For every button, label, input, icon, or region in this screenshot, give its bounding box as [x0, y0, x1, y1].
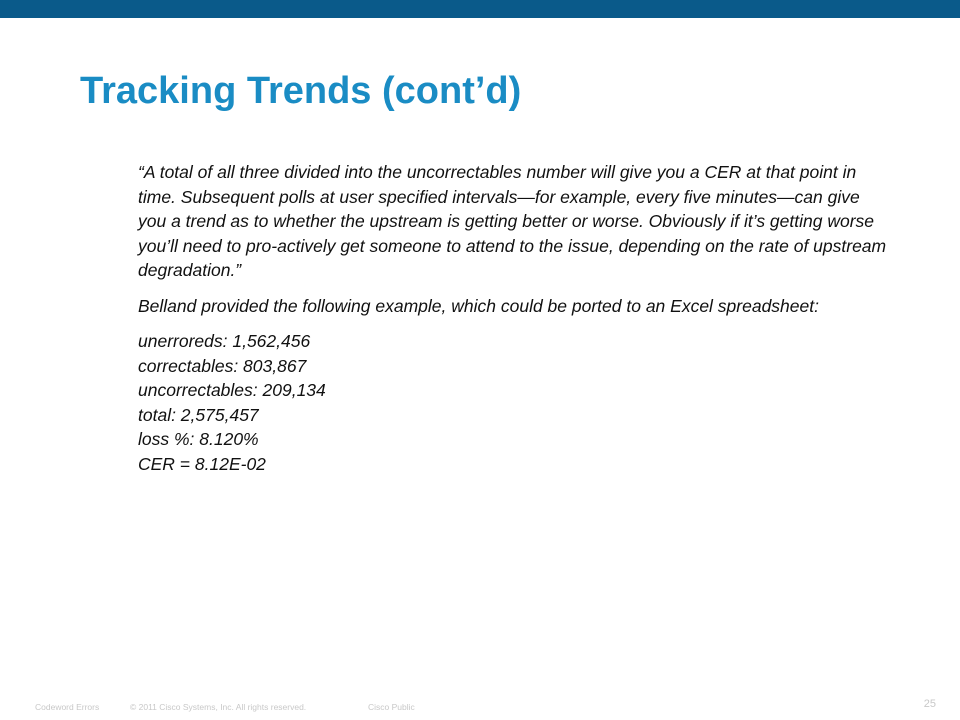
footer-copyright: © 2011 Cisco Systems, Inc. All rights reserved. — [130, 702, 307, 712]
page-number: 25 — [923, 698, 936, 710]
stat-line: loss %: 8.120% — [138, 429, 259, 449]
slide-title: Tracking Trends (cont’d) — [80, 70, 522, 112]
footer-classification: Cisco Public — [368, 702, 415, 712]
stat-line: unerroreds: 1,562,456 — [138, 331, 311, 351]
slide-body — [138, 160, 890, 476]
intro-paragraph: Belland provided the following example, which could be ported to an Excel spreadsheet: — [138, 295, 819, 316]
stats-list — [138, 329, 890, 476]
slide-footer — [0, 702, 960, 716]
stat-line: CER = 8.12E-02 — [138, 453, 266, 474]
stat-line: uncorrectables: 209,134 — [138, 380, 326, 400]
stat-line: total: 2,575,457 — [138, 404, 259, 425]
stat-line: correctables: 803,867 — [138, 355, 307, 376]
top-banner-bar — [0, 0, 960, 18]
quote-paragraph: “A total of all three divided into the uncorrectables number will give you a CER at that point in time. Subsequent polls at user specified intervals—for example, every five minutes—can give you a trend as to whether the upstream is getting better or worse. Obviously if it’s getting worse you’ll need to pro-actively get someone to attend to the issue, depending on the rate of upstream degradation.” — [138, 162, 887, 280]
footer-topic: Codeword Errors — [35, 702, 100, 712]
